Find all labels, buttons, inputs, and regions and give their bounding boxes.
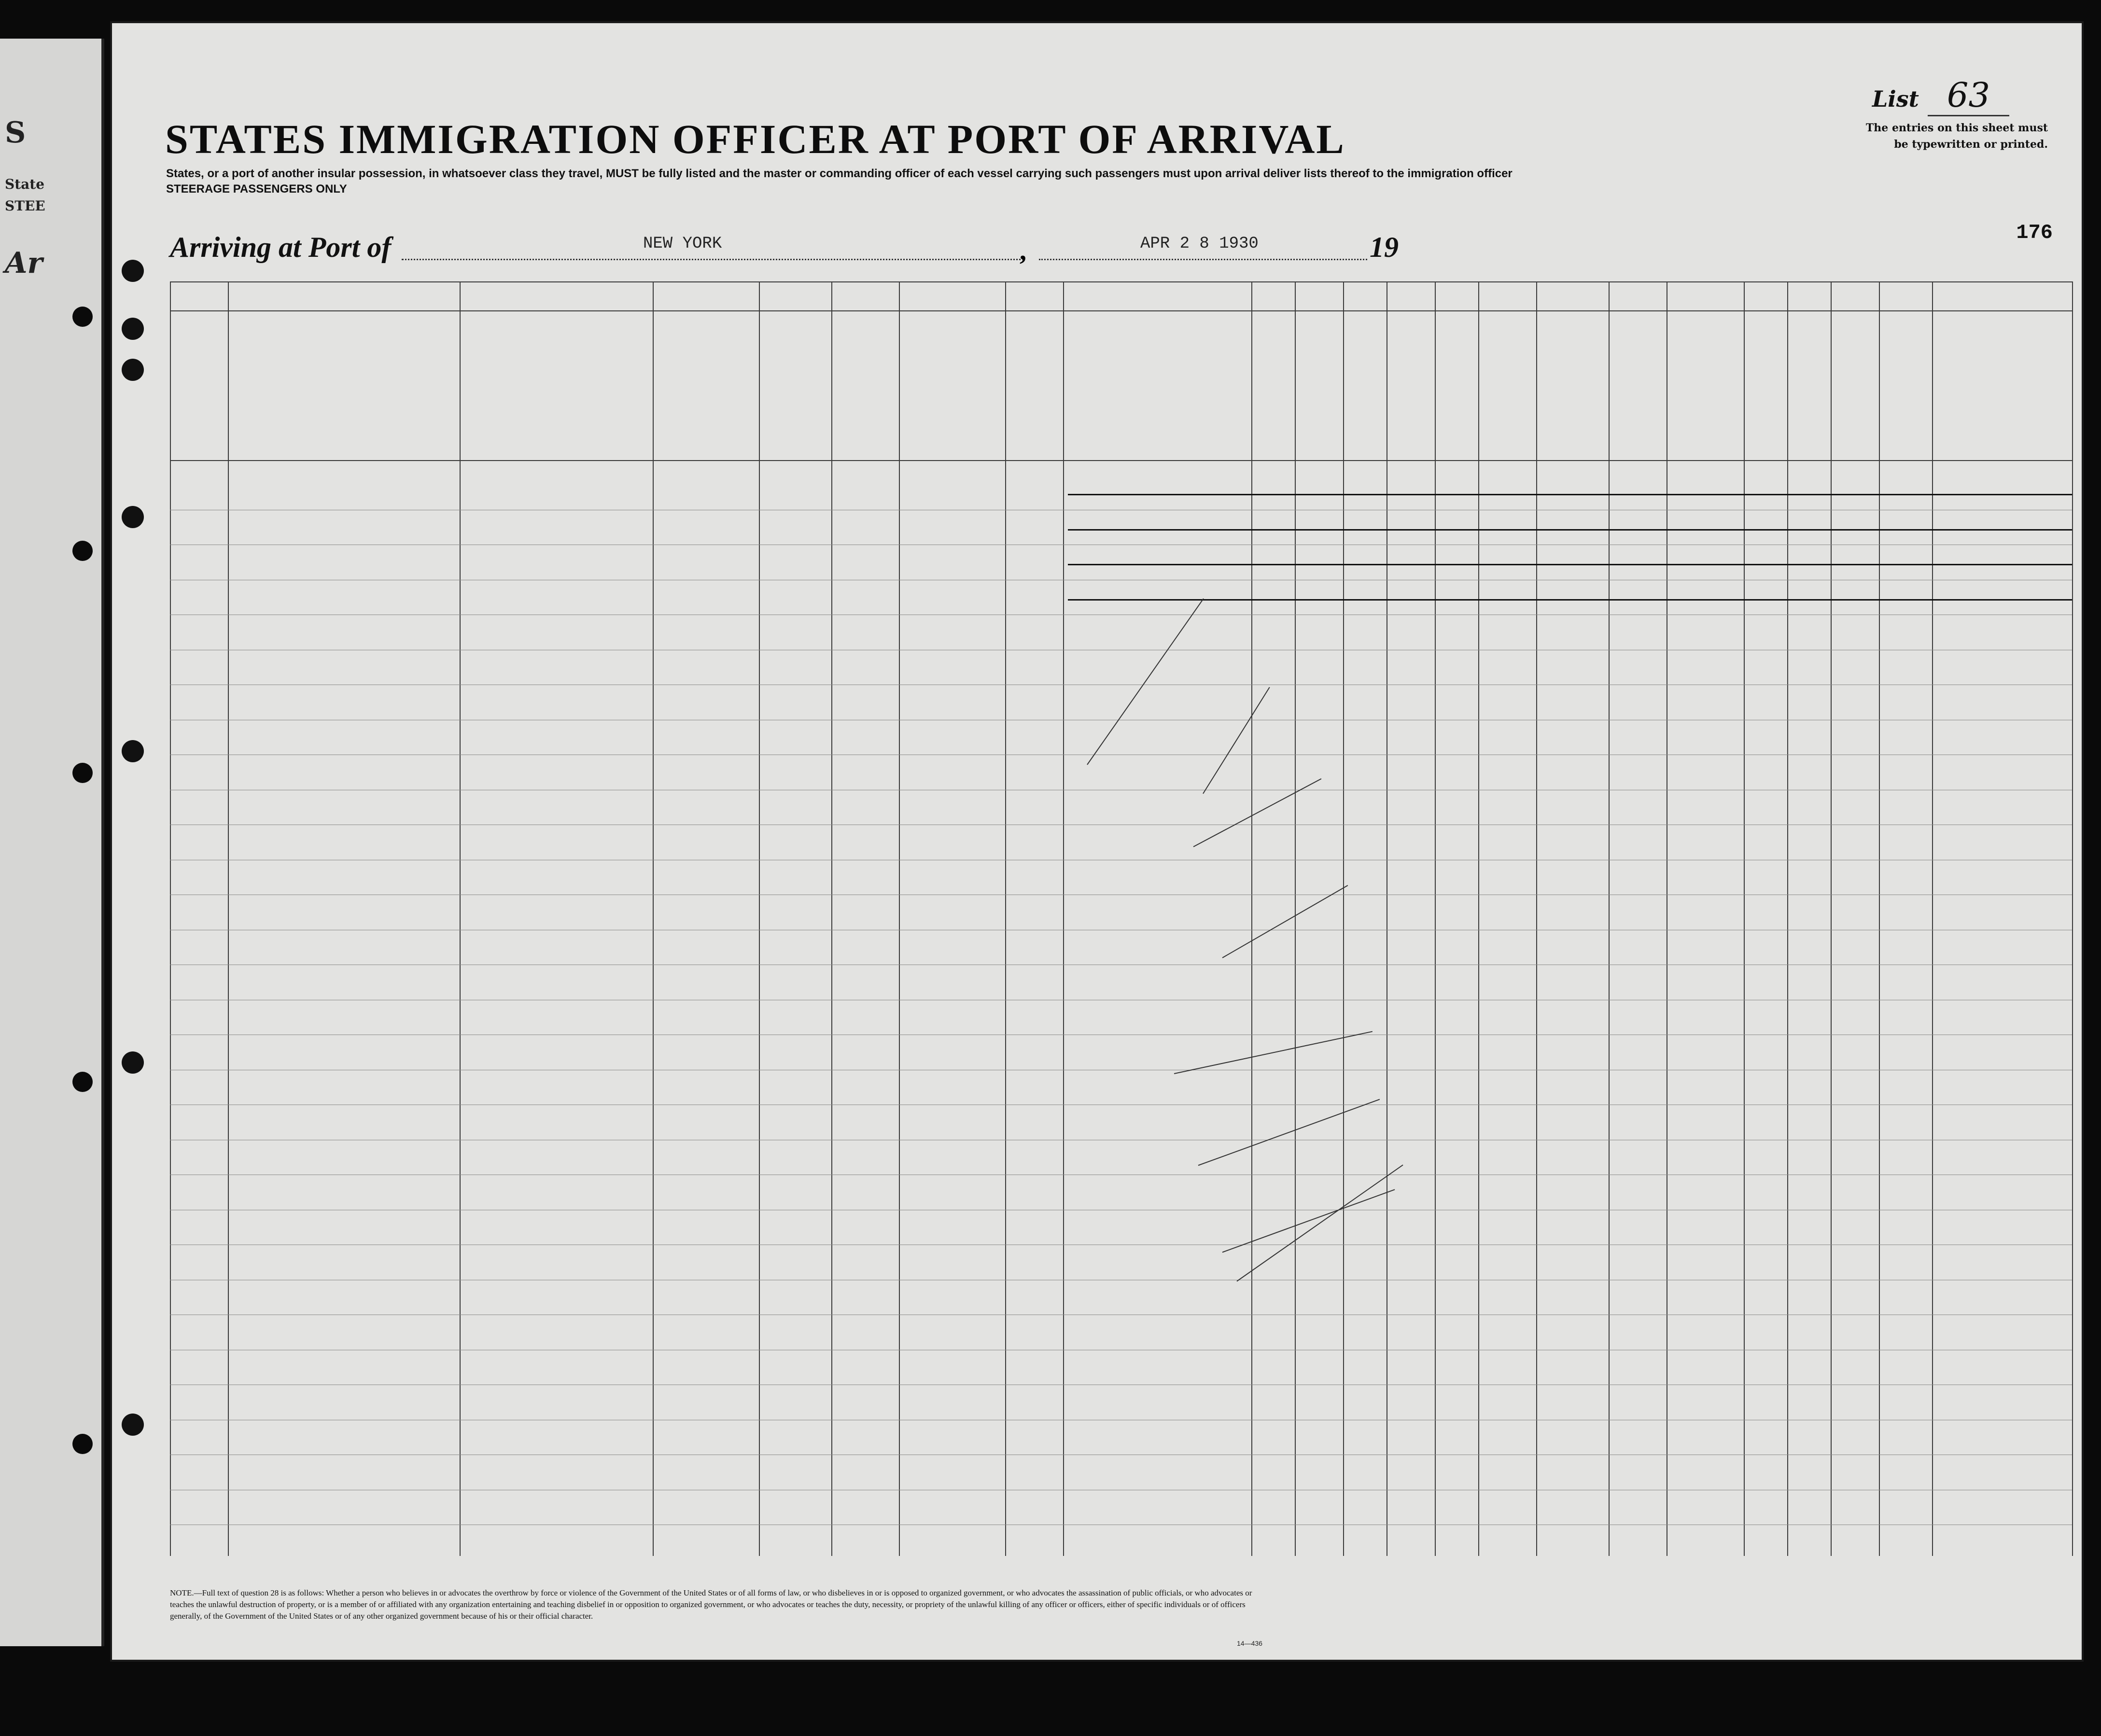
form-id: 14—436 bbox=[1237, 1639, 1262, 1647]
arrival-date: APR 2 8 1930 bbox=[1140, 235, 1259, 253]
pen-stroke bbox=[1236, 1164, 1403, 1282]
port-line bbox=[402, 259, 1024, 260]
year-prefix: 19 bbox=[1370, 231, 1399, 263]
subtitle bbox=[166, 166, 1759, 197]
pen-stroke bbox=[1222, 1189, 1395, 1253]
punch-hole bbox=[122, 260, 144, 282]
list-label: List bbox=[1872, 86, 1919, 112]
pen-stroke bbox=[1222, 885, 1348, 958]
punch-hole bbox=[122, 318, 144, 340]
entries-note: The entries on this sheet must be typewritten or printed. bbox=[1865, 122, 2048, 151]
punch-hole bbox=[72, 1434, 93, 1454]
column-rule bbox=[1787, 281, 1788, 1556]
column-rule bbox=[1879, 281, 1880, 1556]
pen-stroke bbox=[1203, 687, 1270, 794]
adjacent-fragment: State bbox=[5, 176, 45, 192]
column-rule bbox=[170, 281, 171, 1556]
column-rule bbox=[653, 281, 654, 1556]
punch-hole bbox=[72, 763, 93, 783]
adjacent-fragment: STEE bbox=[5, 198, 45, 214]
column-rule bbox=[1063, 281, 1064, 1556]
column-rule bbox=[1478, 281, 1479, 1556]
column-rule bbox=[1831, 281, 1832, 1556]
column-rule bbox=[460, 281, 461, 1556]
punch-hole bbox=[122, 506, 144, 528]
adjacent-fragment: S bbox=[5, 116, 26, 150]
list-number-value: 63 bbox=[1928, 75, 2009, 116]
pen-stroke bbox=[1193, 778, 1322, 847]
pen-stroke bbox=[1087, 598, 1204, 765]
pen-stroke bbox=[1198, 1099, 1380, 1166]
column-rule bbox=[759, 281, 760, 1556]
date-line bbox=[1039, 259, 1367, 260]
column-rule bbox=[1536, 281, 1537, 1556]
column-rule bbox=[899, 281, 900, 1556]
header-rule bbox=[170, 281, 2072, 282]
arriving-label: Arriving at Port of bbox=[170, 231, 392, 263]
punch-hole bbox=[72, 1072, 93, 1092]
column-rule bbox=[1343, 281, 1344, 1556]
subtitle-line: STEERAGE PASSENGERS ONLY bbox=[166, 182, 347, 196]
strike-through bbox=[1068, 494, 2072, 495]
column-rule bbox=[1295, 281, 1296, 1556]
manifest-table bbox=[170, 281, 2072, 1556]
header-rule bbox=[170, 310, 2072, 311]
punch-hole bbox=[122, 740, 144, 762]
adjacent-page-strip bbox=[0, 39, 104, 1646]
column-rule bbox=[2072, 281, 2073, 1556]
column-rule bbox=[228, 281, 229, 1556]
column-rule bbox=[1435, 281, 1436, 1556]
punch-hole bbox=[122, 359, 144, 381]
subtitle-line: States, or a port of another insular possession, in whatsoever class they travel, MUST be fully listed and the master or commanding officer of each vessel carrying such passengers must upon arrival deliver lists thereof to the immigration officer bbox=[166, 167, 1513, 180]
column-rule bbox=[1609, 281, 1610, 1556]
strike-through bbox=[1068, 564, 2072, 565]
footnote: NOTE.—Full text of question 28 is as follows: Whether a person who believes in or advocates the overthrow by force or violence of the Government of the United States or of all forms of law, or who disbelieves in or is opposed to organized government, or who advocates the assassination of public officials, or who advocates or teaches the unlawful destruction of property, or is a member of or affiliated with any organization entertaining and teaching disbelief in or opposition to organized government, or who advocates or teaches the duty, necessity, or propriety of the unlawful killing of any officer or officers, either of specific individuals or of officers generally, of the Government of the United States or of any other organized government because of his or their official character. bbox=[170, 1588, 1252, 1621]
adjacent-fragment: Ar bbox=[5, 246, 43, 280]
punch-hole bbox=[72, 307, 93, 327]
page-number: 176 bbox=[2016, 221, 2053, 244]
column-rule bbox=[831, 281, 832, 1556]
strike-through bbox=[1068, 529, 2072, 531]
port-value: NEW YORK bbox=[643, 235, 722, 253]
page-title: STATES IMMIGRATION OFFICER AT PORT OF ARRIVAL bbox=[165, 116, 1345, 162]
list-number bbox=[1872, 75, 2009, 115]
column-rule bbox=[1005, 281, 1006, 1556]
column-rule bbox=[1251, 281, 1252, 1556]
punch-hole bbox=[122, 1051, 144, 1074]
strike-through bbox=[1068, 599, 2072, 601]
column-rule bbox=[1744, 281, 1745, 1556]
comma: , bbox=[1020, 236, 1026, 266]
punch-hole bbox=[122, 1414, 144, 1436]
punch-hole bbox=[72, 541, 93, 561]
manifest-sheet bbox=[112, 23, 2082, 1660]
header-rule bbox=[170, 460, 2072, 461]
column-rule bbox=[1932, 281, 1933, 1556]
